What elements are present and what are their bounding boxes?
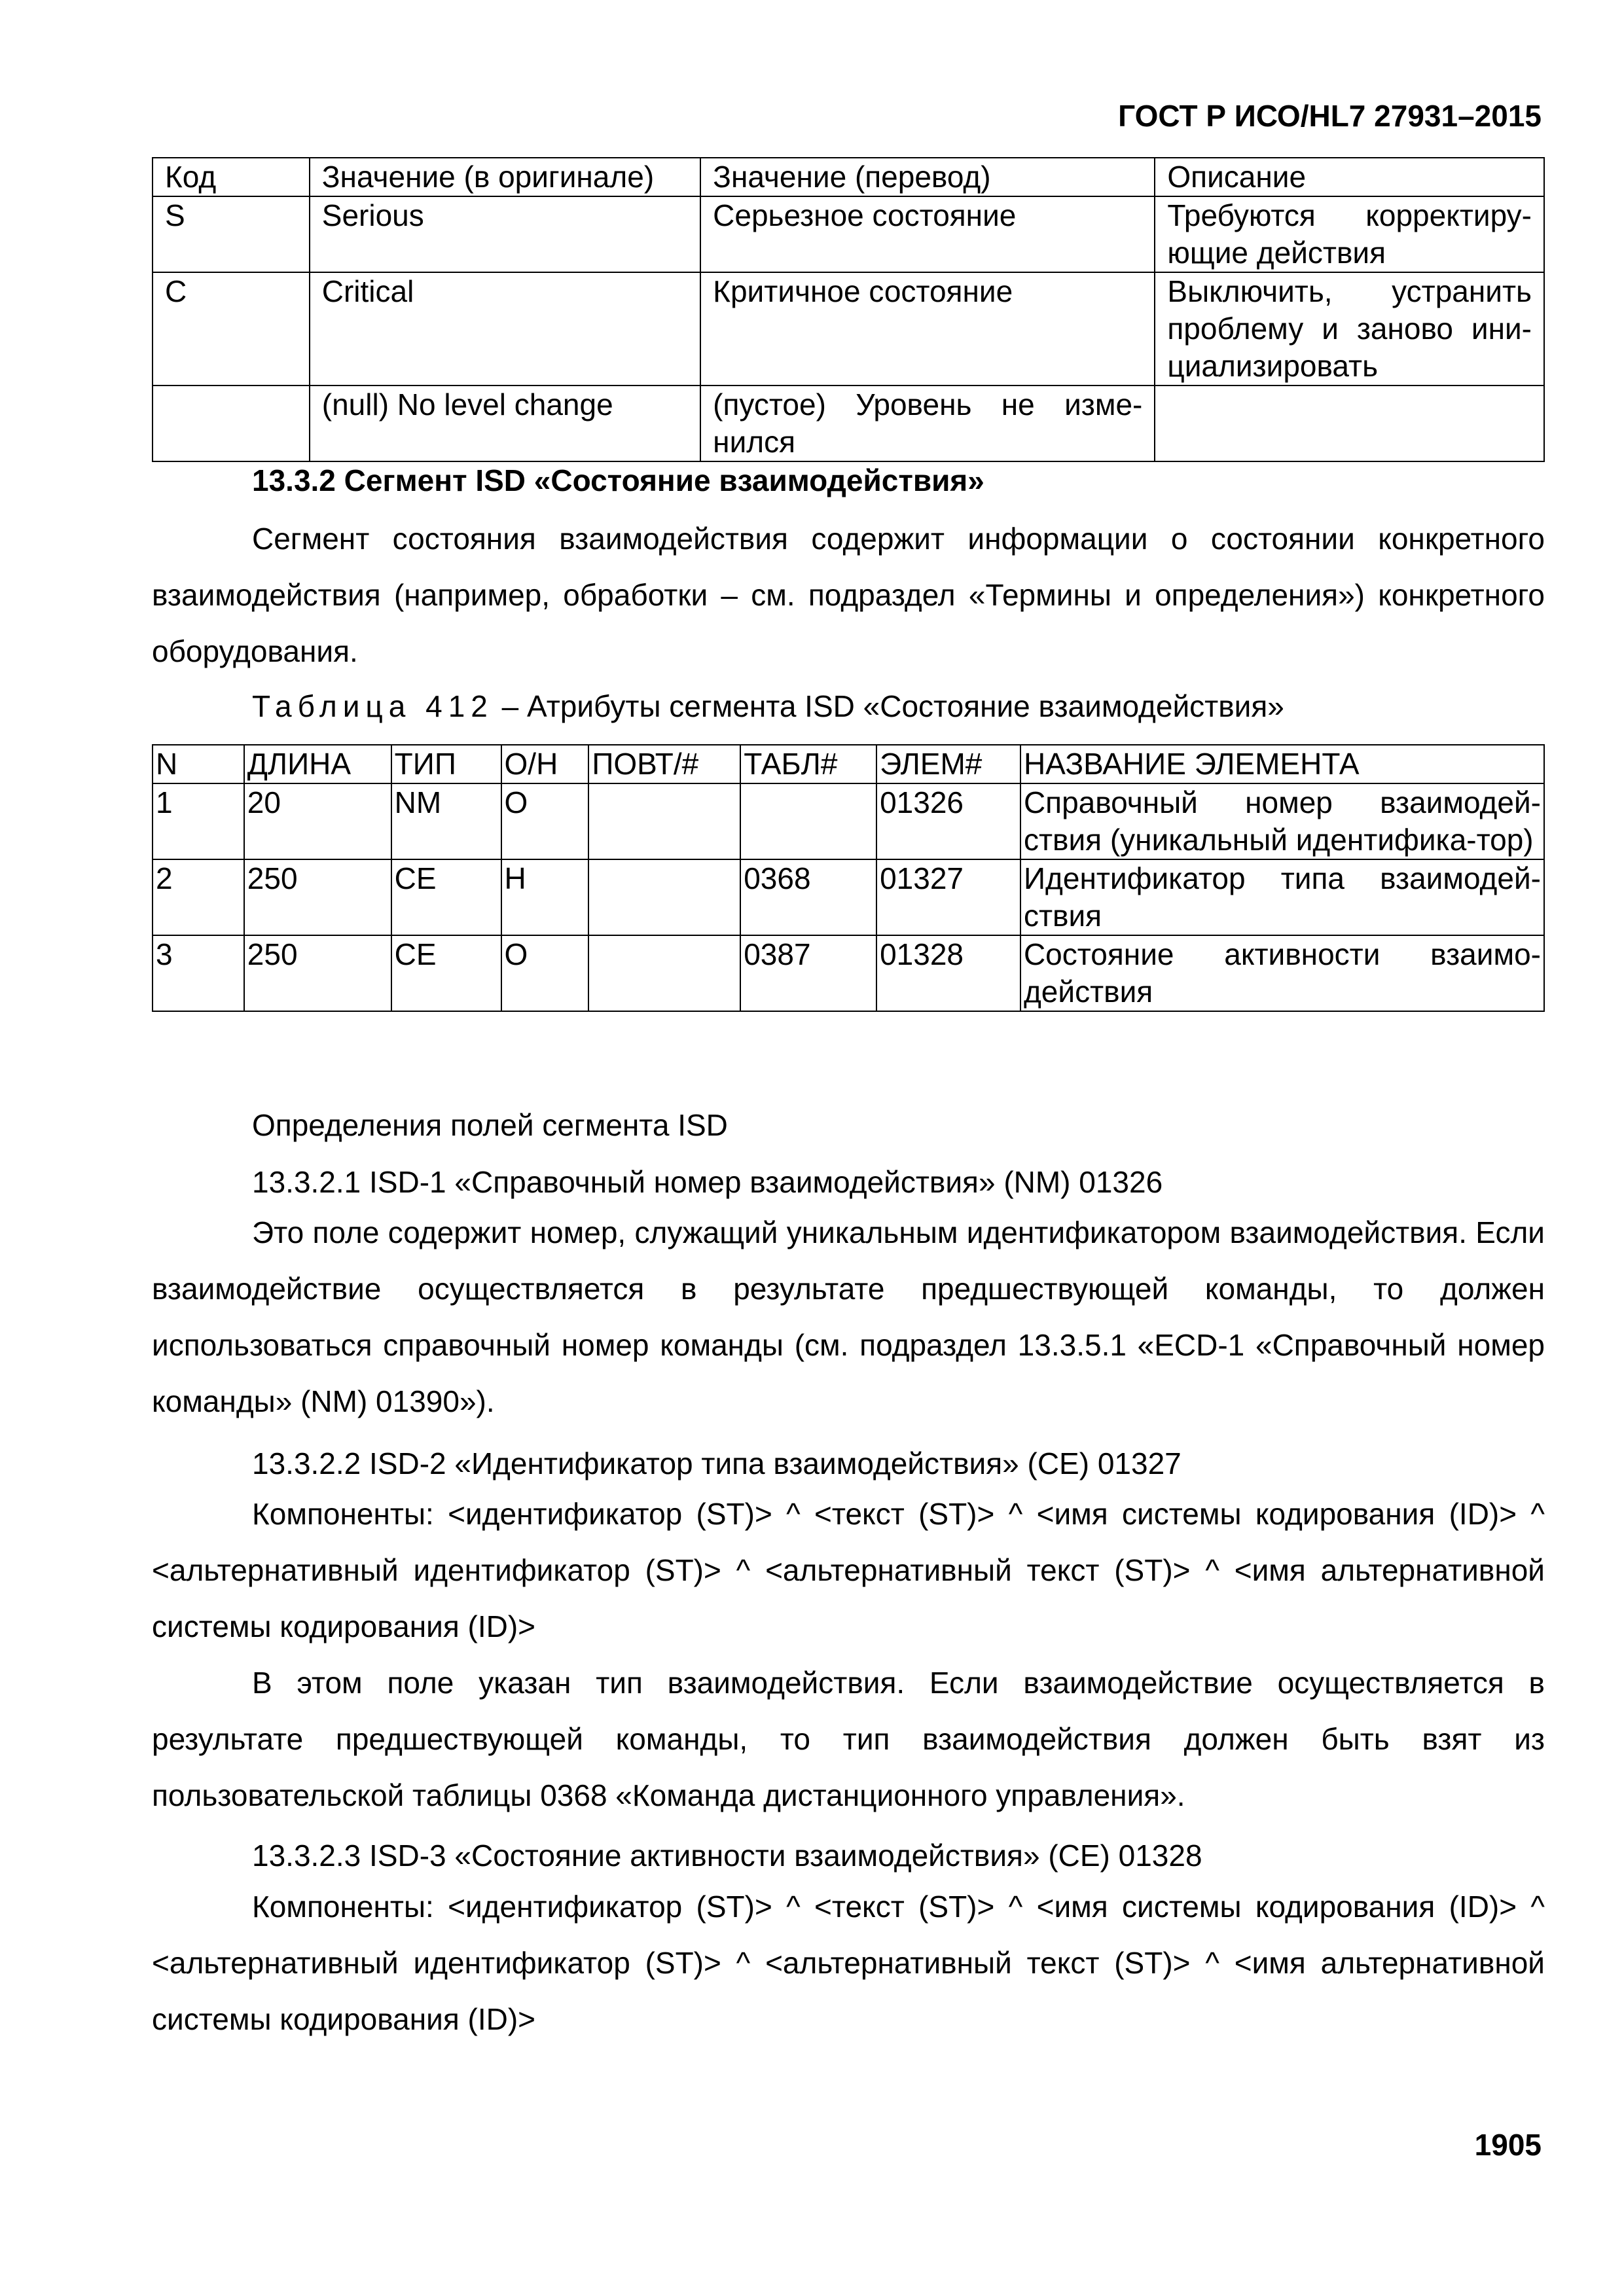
table-cell [1155, 386, 1544, 461]
header-cell: НАЗВАНИЕ ЭЛЕМЕНТА [1020, 745, 1544, 783]
field-3-title: 13.3.2.3 ISD-3 «Состояние активности взаимодействия» (CE) 01328 [252, 1839, 1202, 1873]
table-cell: Справочный номер взаимодей-ствия (уникальный идентифика-тор) [1020, 783, 1544, 859]
table-cell: 250 [244, 859, 391, 935]
table-cell: 3 [153, 935, 244, 1011]
table-cell: 01327 [876, 859, 1020, 935]
header-cell: ДЛИНА [244, 745, 391, 783]
table-cell [588, 783, 740, 859]
table-cell: Серьезное состояние [700, 196, 1155, 272]
table-cell: NM [391, 783, 501, 859]
field-1-title: 13.3.2.1 ISD-1 «Справочный номер взаимодействия» (NM) 01326 [252, 1165, 1163, 1199]
header-cell: ТАБЛ# [740, 745, 876, 783]
table-cell: Требуются корректиру-ющие действия [1155, 196, 1544, 272]
header-cell: ПОВТ/# [588, 745, 740, 783]
level-codes-table [152, 157, 1545, 462]
table-cell: 0368 [740, 859, 876, 935]
table-caption-prefix: Таблица 412 [252, 689, 494, 723]
table-header-row [153, 745, 1544, 783]
page-number: 1905 [1474, 2128, 1542, 2162]
table-cell: Выключить, устранить проблему и заново ини-циализировать [1155, 272, 1544, 386]
field-2-paragraph [152, 1655, 1545, 1823]
header-cell: Описание [1155, 158, 1544, 196]
field-2-text: В этом поле указан тип взаимодействия. Если взаимодействие осуществляется в результате предшествующей команды, то тип взаимодействия должен быть взят из пользовательской таблицы 0368 «Команда дистанционного управления». [152, 1666, 1545, 1812]
table-cell: CE [391, 935, 501, 1011]
table-row [153, 783, 1544, 859]
field-1-paragraph [152, 1204, 1545, 1429]
section-title: 13.3.2 Сегмент ISD «Состояние взаимодействия» [252, 463, 984, 497]
table-cell: C [153, 272, 310, 386]
table-cell: Serious [310, 196, 700, 272]
table-cell [588, 859, 740, 935]
table-cell: 20 [244, 783, 391, 859]
table-cell: O [501, 935, 589, 1011]
header-cell: Значение (в оригинале) [310, 158, 700, 196]
field-1-text: Это поле содержит номер, служащий уникальным идентификатором взаимодействия. Если взаимодействие осуществляется в результате предшествующей команды, то должен использоваться справочный номер команды (см. подраздел 13.3.5.1 «ECD-1 «Справочный номер команды» (NM) 01390»). [152, 1215, 1545, 1418]
isd-attributes-table [152, 744, 1545, 1012]
intro-text: Сегмент состояния взаимодействия содержит информации о состоянии конкретного взаимодействия (например, обработки – см. подраздел «Термины и определения») конкретного оборудования. [152, 522, 1545, 668]
table-cell: 2 [153, 859, 244, 935]
table-cell: S [153, 196, 310, 272]
table-caption [252, 689, 1284, 724]
header-cell: О/Н [501, 745, 589, 783]
table-cell: 01326 [876, 783, 1020, 859]
intro-paragraph [152, 511, 1545, 679]
table-cell [153, 386, 310, 461]
document-header: ГОСТ Р ИСО/HL7 27931–2015 [1118, 99, 1542, 133]
header-cell: N [153, 745, 244, 783]
table-header-row [153, 158, 1544, 196]
field-3-components-text: Компоненты: <идентификатор (ST)> ^ <текст (ST)> ^ <имя системы кодирования (ID)> ^ <альтернативный идентификатор (ST)> ^ <альтернативный текст (ST)> ^ <имя альтернативной системы кодирования (ID)> [152, 1890, 1545, 2036]
table-cell: (null) No level change [310, 386, 700, 461]
defs-title: Определения полей сегмента ISD [252, 1108, 728, 1142]
header-cell: Значение (перевод) [700, 158, 1155, 196]
header-cell: Код [153, 158, 310, 196]
table-cell: 01328 [876, 935, 1020, 1011]
field-2-components [152, 1486, 1545, 1655]
header-cell: ЭЛЕМ# [876, 745, 1020, 783]
table-row [153, 272, 1544, 386]
table-caption-text: – Атрибуты сегмента ISD «Состояние взаимодействия» [493, 689, 1284, 723]
field-2-title: 13.3.2.2 ISD-2 «Идентификатор типа взаимодействия» (CE) 01327 [252, 1446, 1182, 1480]
table-cell: 0387 [740, 935, 876, 1011]
table-row [153, 196, 1544, 272]
field-3-components [152, 1878, 1545, 2047]
table-cell: Состояние активности взаимо-действия [1020, 935, 1544, 1011]
table-row [153, 935, 1544, 1011]
table-cell: Н [501, 859, 589, 935]
table-cell: Идентификатор типа взаимодей-ствия [1020, 859, 1544, 935]
table-cell: Critical [310, 272, 700, 386]
field-2-components-text: Компоненты: <идентификатор (ST)> ^ <текст (ST)> ^ <имя системы кодирования (ID)> ^ <альтернативный идентификатор (ST)> ^ <альтернативный текст (ST)> ^ <имя альтернативной системы кодирования (ID)> [152, 1497, 1545, 1643]
table-cell: 250 [244, 935, 391, 1011]
table-row [153, 859, 1544, 935]
table-cell: CE [391, 859, 501, 935]
table-cell [588, 935, 740, 1011]
header-cell: ТИП [391, 745, 501, 783]
table-row [153, 386, 1544, 461]
table-cell: Критичное состояние [700, 272, 1155, 386]
table-cell [740, 783, 876, 859]
table-cell: O [501, 783, 589, 859]
table-cell: (пустое) Уровень не изме-нился [700, 386, 1155, 461]
table-cell: 1 [153, 783, 244, 859]
